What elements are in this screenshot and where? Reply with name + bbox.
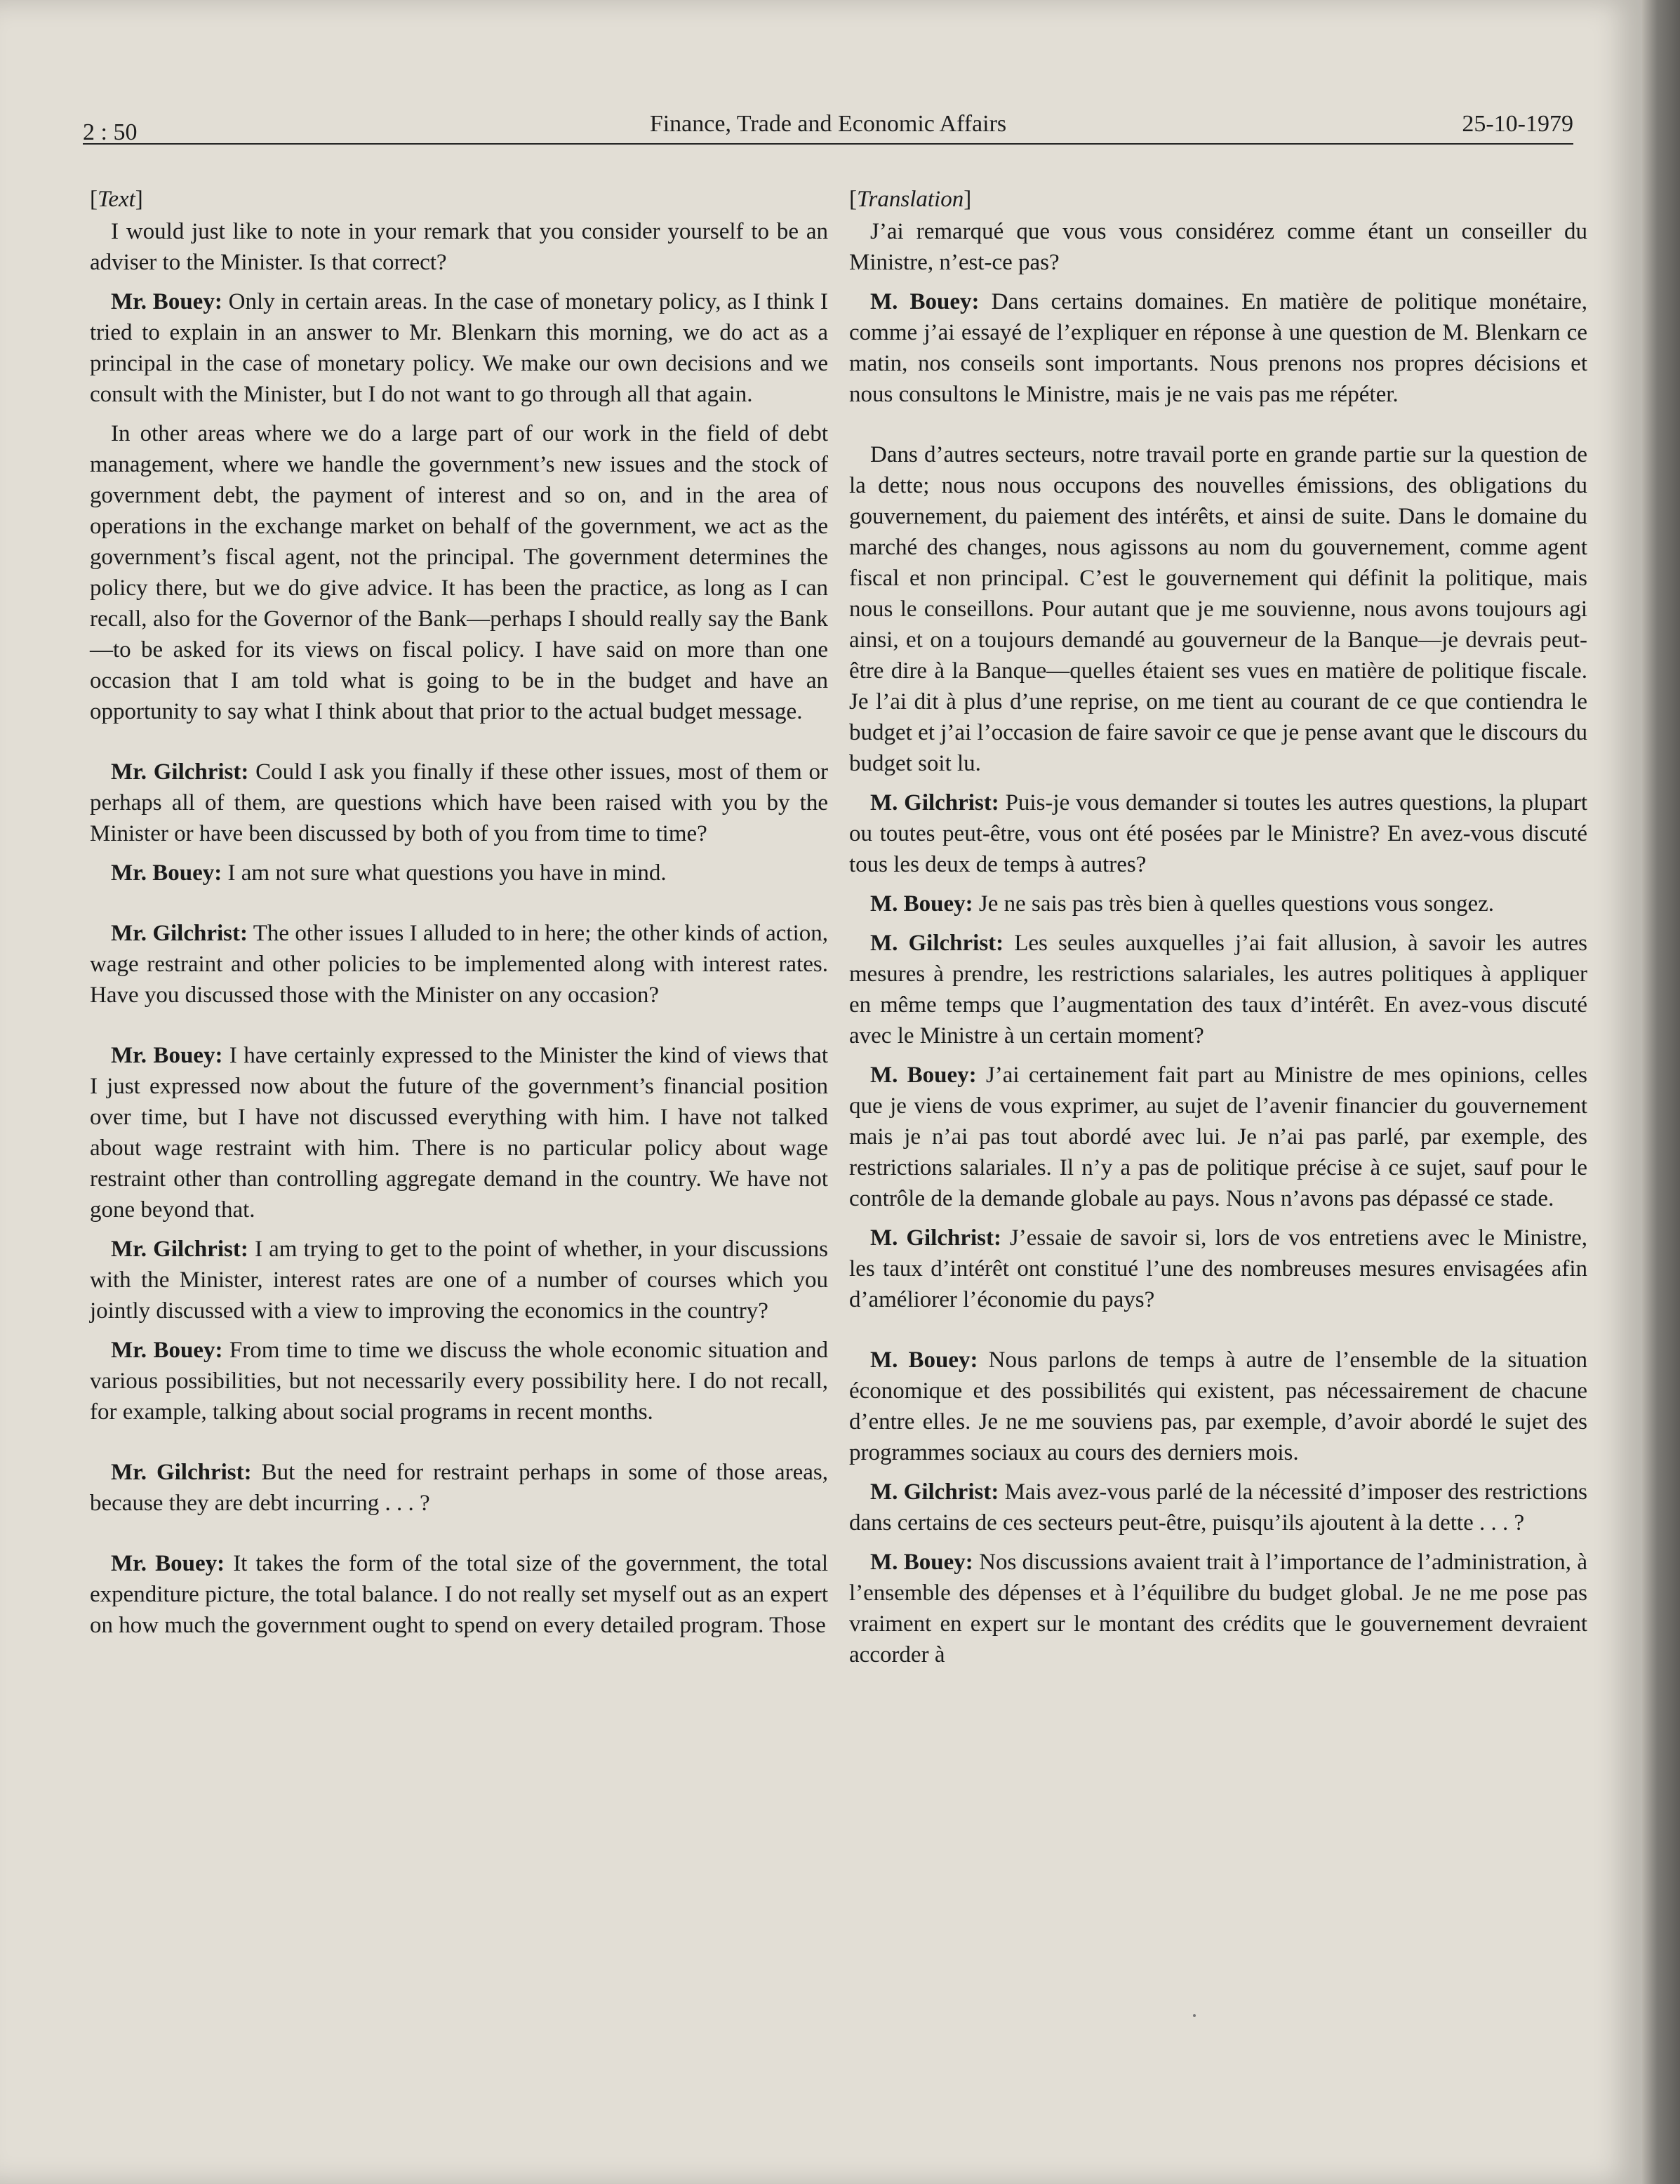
paragraph-text: Nous parlons de temps à autre de l’ensemble de la situation économique et des possibilités qui existent, pas nécessairement de chacune d’entre elles. Je ne me souviens pas, par exemple, d’avoir abordé le sujet des programmes sociaux au cours des derniers mois.: [849, 1347, 1587, 1465]
transcript-paragraph: [90, 1548, 828, 1641]
paragraph-text: The other issues I alluded to in here; the other kinds of action, wage restraint and other policies to be implemented along with interest rates. Have you discussed those with the Minister on any occasion?: [90, 921, 829, 1008]
speaker-name: Mr. Gilchrist:: [111, 1460, 252, 1485]
speaker-name: M. Gilchrist:: [870, 790, 999, 815]
transcript-paragraph: [90, 286, 828, 410]
transcript-paragraph: [90, 216, 828, 278]
transcript-paragraph: [849, 787, 1587, 880]
header-rule: [83, 143, 1573, 145]
paragraph-text: In other areas where we do a large part of our work in the field of debt management, where we handle the government’s new issues and the stock of government debt, the payment of interest and so on, and in the area of operations in the exchange market on behalf of the government, we act as the government’s fiscal agent, not the principal. The government determines the policy there, but we do give advice. It has been the practice, as long as I can recall, also for the Governor of the Bank—perhaps I should really say the Bank—to be asked for its views on fiscal policy. I have said on more than one occasion that I am told what is going to be in the budget and have an opportunity to say what I think about that prior to the actual budget message.: [90, 421, 828, 724]
paragraph-text: Mais avez-vous parlé de la nécessité d’imposer des restrictions dans certains de ces secteurs peut-être, puisqu’ils ajoutent à la dette . . . ?: [849, 1479, 1587, 1536]
paragraph-text: I would just like to note in your remark that you consider yourself to be an adviser to the Minister. Is that correct?: [90, 219, 828, 275]
transcript-paragraph: [90, 1040, 828, 1225]
text-language-tag: [Text]: [90, 187, 143, 212]
paragraph-text: J’essaie de savoir si, lors de vos entretiens avec le Ministre, les taux d’intérêt ont constitué l’une des nombreuses mesures envisagées afin d’améliorer l’économie du pays?: [849, 1225, 1588, 1312]
transcript-paragraph: [849, 1345, 1587, 1468]
paragraph-text: From time to time we discuss the whole economic situation and various possibilities, but not necessarily every possibility here. I do not recall, for example, talking about social programs in recent months.: [90, 1338, 829, 1425]
transcript-paragraph: [849, 1477, 1587, 1538]
paragraph-text: Could I ask you finally if these other issues, most of them or perhaps all of them, are questions which have been raised with you by the Minister or have been discussed by both of you from time to time?: [90, 759, 828, 846]
english-column: [90, 184, 828, 1649]
transcript-paragraph: [849, 1223, 1587, 1315]
speaker-name: Mr. Bouey:: [111, 1551, 225, 1576]
publication-title: Finance, Trade and Economic Affairs: [649, 111, 1007, 137]
transcript-paragraph: [90, 1234, 828, 1326]
transcript-paragraph: [849, 928, 1587, 1051]
transcript-paragraph: [849, 888, 1587, 919]
paragraph-text: Puis-je vous demander si toutes les autres questions, la plupart ou toutes peut-être, vous ont été posées par le Ministre? En avez-vous discuté tous les deux de temps à autres?: [849, 790, 1588, 877]
speaker-name: M. Bouey:: [870, 891, 973, 917]
paper-speck: [1193, 2014, 1196, 2017]
transcript-paragraph: [90, 1335, 828, 1427]
transcript-paragraph: [849, 1547, 1587, 1670]
speaker-name: Mr. Bouey:: [111, 289, 222, 314]
page-number: 2 : 50: [83, 119, 138, 145]
transcript-paragraph: [90, 1457, 828, 1519]
transcript-paragraph: [849, 439, 1587, 779]
transcript-paragraph: [90, 757, 828, 849]
transcript-paragraph: [90, 418, 828, 727]
sitting-date: 25-10-1979: [1462, 111, 1573, 137]
speaker-name: M. Bouey:: [870, 1063, 977, 1088]
paragraph-text: Only in certain areas. In the case of monetary policy, as I think I tried to explain in an answer to Mr. Blenkarn this morning, we do act as a principal in the case of monetary policy. We make our own decisions and we consult with the Minister, but I do not want to go through all that again.: [90, 289, 828, 407]
paragraph-text: Je ne sais pas très bien à quelles questions vous songez.: [973, 891, 1495, 917]
speaker-name: Mr. Gilchrist:: [111, 921, 248, 946]
french-column: [849, 184, 1587, 1679]
speaker-name: Mr. Gilchrist:: [111, 759, 249, 785]
speaker-name: Mr. Bouey:: [111, 860, 222, 886]
speaker-name: M. Bouey:: [870, 289, 980, 314]
speaker-name: Mr. Gilchrist:: [111, 1237, 248, 1262]
transcript-paragraph: [90, 918, 828, 1011]
speaker-name: Mr. Bouey:: [111, 1338, 223, 1363]
transcript-paragraph: [849, 286, 1587, 410]
speaker-name: M. Bouey:: [870, 1550, 973, 1575]
paragraph-text: But the need for restraint perhaps in some of those areas, because they are debt incurring . . . ?: [90, 1460, 829, 1516]
paragraph-text: Les seules auxquelles j’ai fait allusion, à savoir les autres mesures à prendre, les restrictions salariales, les autres politiques à appliquer en même temps que l’augmentation des taux d’intérêt. En avez-vous discuté avec le Ministre à un certain moment?: [849, 931, 1587, 1048]
speaker-name: M. Gilchrist:: [870, 1225, 1001, 1251]
paragraph-text: Dans certains domaines. En matière de politique monétaire, comme j’ai essayé de l’expliquer en réponse à une question de M. Blenkarn ce matin, nos conseils sont importants. Nous prenons nos propres décisions et nous consultons le Ministre, mais je ne vais pas me répéter.: [849, 289, 1587, 407]
paragraph-text: I am not sure what questions you have in mind.: [222, 860, 667, 886]
speaker-name: M. Bouey:: [870, 1347, 978, 1373]
transcript-paragraph: [849, 1060, 1587, 1214]
paragraph-text: Nos discussions avaient trait à l’importance de l’administration, à l’ensemble des dépenses et à l’équilibre du budget global. Je ne me pose pas vraiment en expert sur le montant des crédits que le gouvernement devraient accorder à: [849, 1550, 1587, 1667]
paragraph-text: Dans d’autres secteurs, notre travail porte en grande partie sur la question de la dette; nous nous occupons des nouvelles émissions, des obligations du gouvernement, du paiement des intérêts, et ainsi de suite. Dans le domaine du marché des changes, nous agissons au nom du gouvernement, comme agent fiscal et non principal. C’est le gouvernement qui définit la politique, mais nous le conseillons. Pour autant que je me souvienne, nous avons toujours agi ainsi, et on a toujours demandé au gouverneur de la Banque—je devrais peut-être dire à la Banque—quelles étaient ses vues en matière de politique fiscale. Je l’ai dit à plus d’une reprise, on me tient au courant de ce que contiendra le budget et j’ai l’occasion de faire savoir ce que je pense avant que le discours du budget soit lu.: [849, 442, 1587, 776]
speaker-name: M. Gilchrist:: [870, 931, 1004, 956]
paragraph-text: I am trying to get to the point of whether, in your discussions with the Minister, interest rates are one of a number of courses which you jointly discussed with a view to improving the economics in the country?: [90, 1237, 828, 1324]
transcript-paragraph: [849, 216, 1587, 278]
paragraph-text: I have certainly expressed to the Minister the kind of views that I just expressed now about the future of the government’s financial position over time, but I have not discussed everything with him. I have not talked about wage restraint with him. There is no particular policy about wage restraint other than controlling aggregate demand in the country. We have not gone beyond that.: [90, 1043, 829, 1223]
paragraph-text: It takes the form of the total size of the government, the total expenditure picture, the total balance. I do not really set myself out as an expert on how much the government ought to spend on every detailed program. Those: [90, 1551, 828, 1638]
paragraph-text: J’ai remarqué que vous vous considérez comme étant un conseiller du Ministre, n’est-ce pas?: [849, 219, 1587, 275]
translation-language-tag: [Translation]: [849, 187, 972, 212]
speaker-name: M. Gilchrist:: [870, 1479, 999, 1505]
book-spine-edge: [1642, 0, 1680, 2184]
paragraph-text: J’ai certainement fait part au Ministre de mes opinions, celles que je viens de vous exprimer, au sujet de l’avenir financier du gouvernement mais je n’ai pas tout abordé avec lui. Je n’ai pas parlé, par exemple, des restrictions salariales. Il n’y a pas de politique précise à ce sujet, sauf pour le contrôle de la demande globale au pays. Nous n’avons pas dépassé ce stade.: [849, 1063, 1587, 1211]
running-header: [83, 111, 1573, 146]
speaker-name: Mr. Bouey:: [111, 1043, 223, 1068]
transcript-paragraph: [90, 858, 828, 888]
